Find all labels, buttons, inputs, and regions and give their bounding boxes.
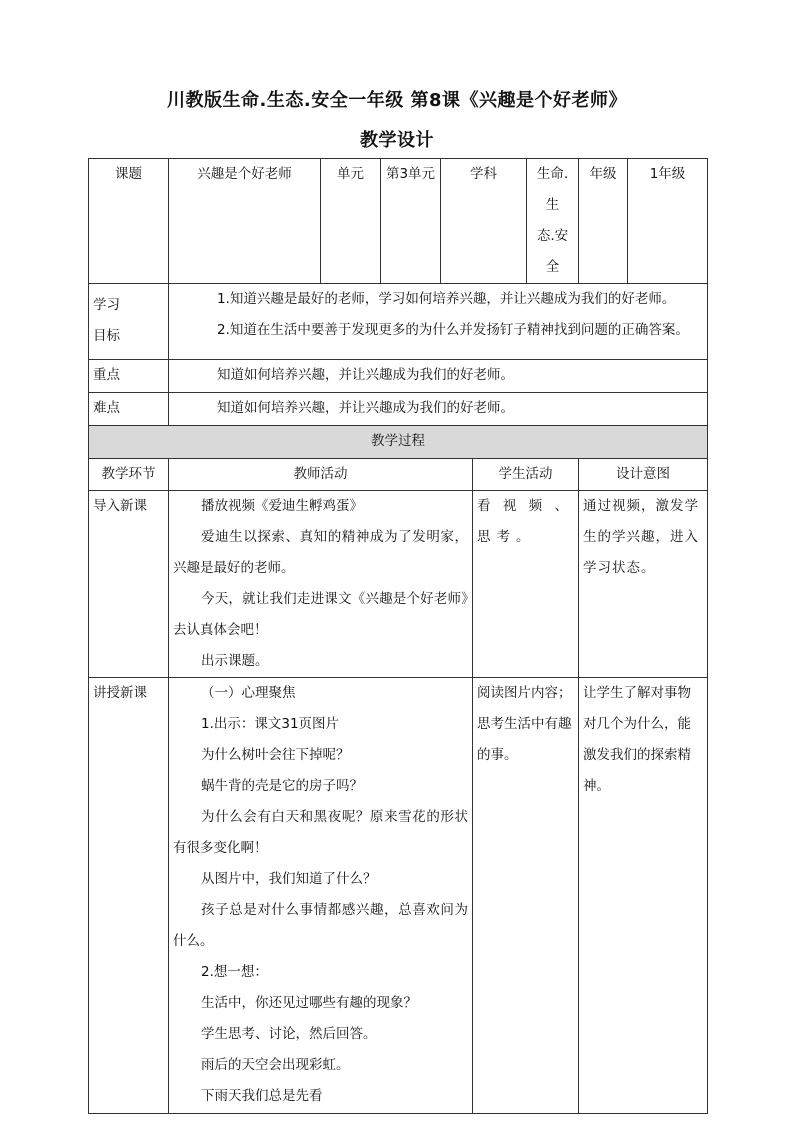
intro-teacher-line: 爱迪生以探索、真知的精神成为了发明家，兴趣是最好的老师。 [173,529,468,576]
info-row [89,159,708,284]
intro-stage: 导入新课 [89,491,169,678]
new-teacher-line: 生活中，你还见过哪些有趣的现象？ [201,995,417,1011]
key-point-label: 重点 [89,360,169,393]
process-header: 教学过程 [89,426,708,459]
grade-value: 1年级 [628,159,708,284]
new-teacher-line: 学生思考、讨论，然后回答。 [201,1026,377,1042]
subject-label: 学科 [441,159,527,284]
new-teacher-line: 为什么会有白天和黑夜呢？原来雪花的形状有很多变化啊！ [173,809,468,856]
new-lesson-student-activity: 阅读图片内容；思考生活中有趣的事。 [473,678,579,1114]
difficulty-row [89,393,708,426]
goals-label [89,284,169,360]
intro-teacher-line: 今天，就让我们走进课文《兴趣是个好老师》去认真体会吧！ [173,591,468,638]
goals-content [169,284,708,360]
column-header-student: 学生活动 [473,459,579,491]
new-lesson-row [89,678,708,1114]
unit-value: 第3单元 [381,159,441,284]
new-teacher-line: 下雨天我们总是先看 [201,1088,323,1104]
intro-student-activity: 看视频、思考。 [473,491,579,678]
subject-value-line1: 生命.生 [536,166,569,213]
subject-value [527,159,579,284]
grade-label: 年级 [579,159,628,284]
new-teacher-line: （一）心理聚焦 [201,685,296,701]
new-teacher-line: 2.想一想： [201,964,268,980]
intro-teacher-line: 播放视频《爱迪生孵鸡蛋》 [201,498,363,514]
intro-teacher-line: 出示课题。 [201,653,269,669]
process-header-row [89,426,708,459]
document-subtitle: 教学设计 [360,130,434,151]
key-point-text: 知道如何培养兴趣，并让兴趣成为我们的好老师。 [169,360,708,393]
new-teacher-line: 雨后的天空会出现彩虹。 [201,1057,350,1073]
intro-row [89,491,708,678]
key-point-row [89,360,708,393]
topic-label: 课题 [89,159,169,284]
new-teacher-line: 1.出示：课文31页图片 [201,716,340,732]
new-teacher-line: 为什么树叶会往下掉呢？ [201,747,350,763]
goal-item: 2.知道在生活中要善于发现更多的为什么并发扬钉子精神找到问题的正确答案。 [217,322,689,338]
intro-design-intent: 通过视频，激发学生的学兴趣，进入学习状态。 [579,491,708,678]
difficulty-text: 知道如何培养兴趣，并让兴趣成为我们的好老师。 [169,393,708,426]
subject-value-line2: 态.安全 [536,228,569,275]
intro-teacher-activity [169,491,473,678]
goal-item: 1.知道兴趣是最好的老师，学习如何培养兴趣，并让兴趣成为我们的好老师。 [217,291,676,307]
column-header-stage: 教学环节 [89,459,169,491]
lesson-plan-table [88,158,708,1114]
difficulty-label: 难点 [89,393,169,426]
goals-row [89,284,708,360]
column-header-design: 设计意图 [579,459,708,491]
column-header-teacher: 教师活动 [169,459,473,491]
goals-label-line2: 目标 [93,328,120,344]
topic-value: 兴趣是个好老师 [169,159,321,284]
process-columns-row [89,459,708,491]
document-title: 川教版生命.生态.安全一年级 第8课《兴趣是个好老师》 [167,90,627,111]
new-lesson-teacher-activity [169,678,473,1114]
new-lesson-stage: 讲授新课 [89,678,169,1114]
new-teacher-line: 从图片中，我们知道了什么？ [201,871,377,887]
new-teacher-line: 蜗牛背的壳是它的房子吗？ [201,778,363,794]
unit-label: 单元 [321,159,381,284]
new-teacher-line: 孩子总是对什么事情都感兴趣，总喜欢问为什么。 [173,902,468,949]
new-lesson-design-intent: 让学生了解对事物对几个为什么，能激发我们的探索精神。 [579,678,708,1114]
goals-label-line1: 学习 [93,297,120,313]
